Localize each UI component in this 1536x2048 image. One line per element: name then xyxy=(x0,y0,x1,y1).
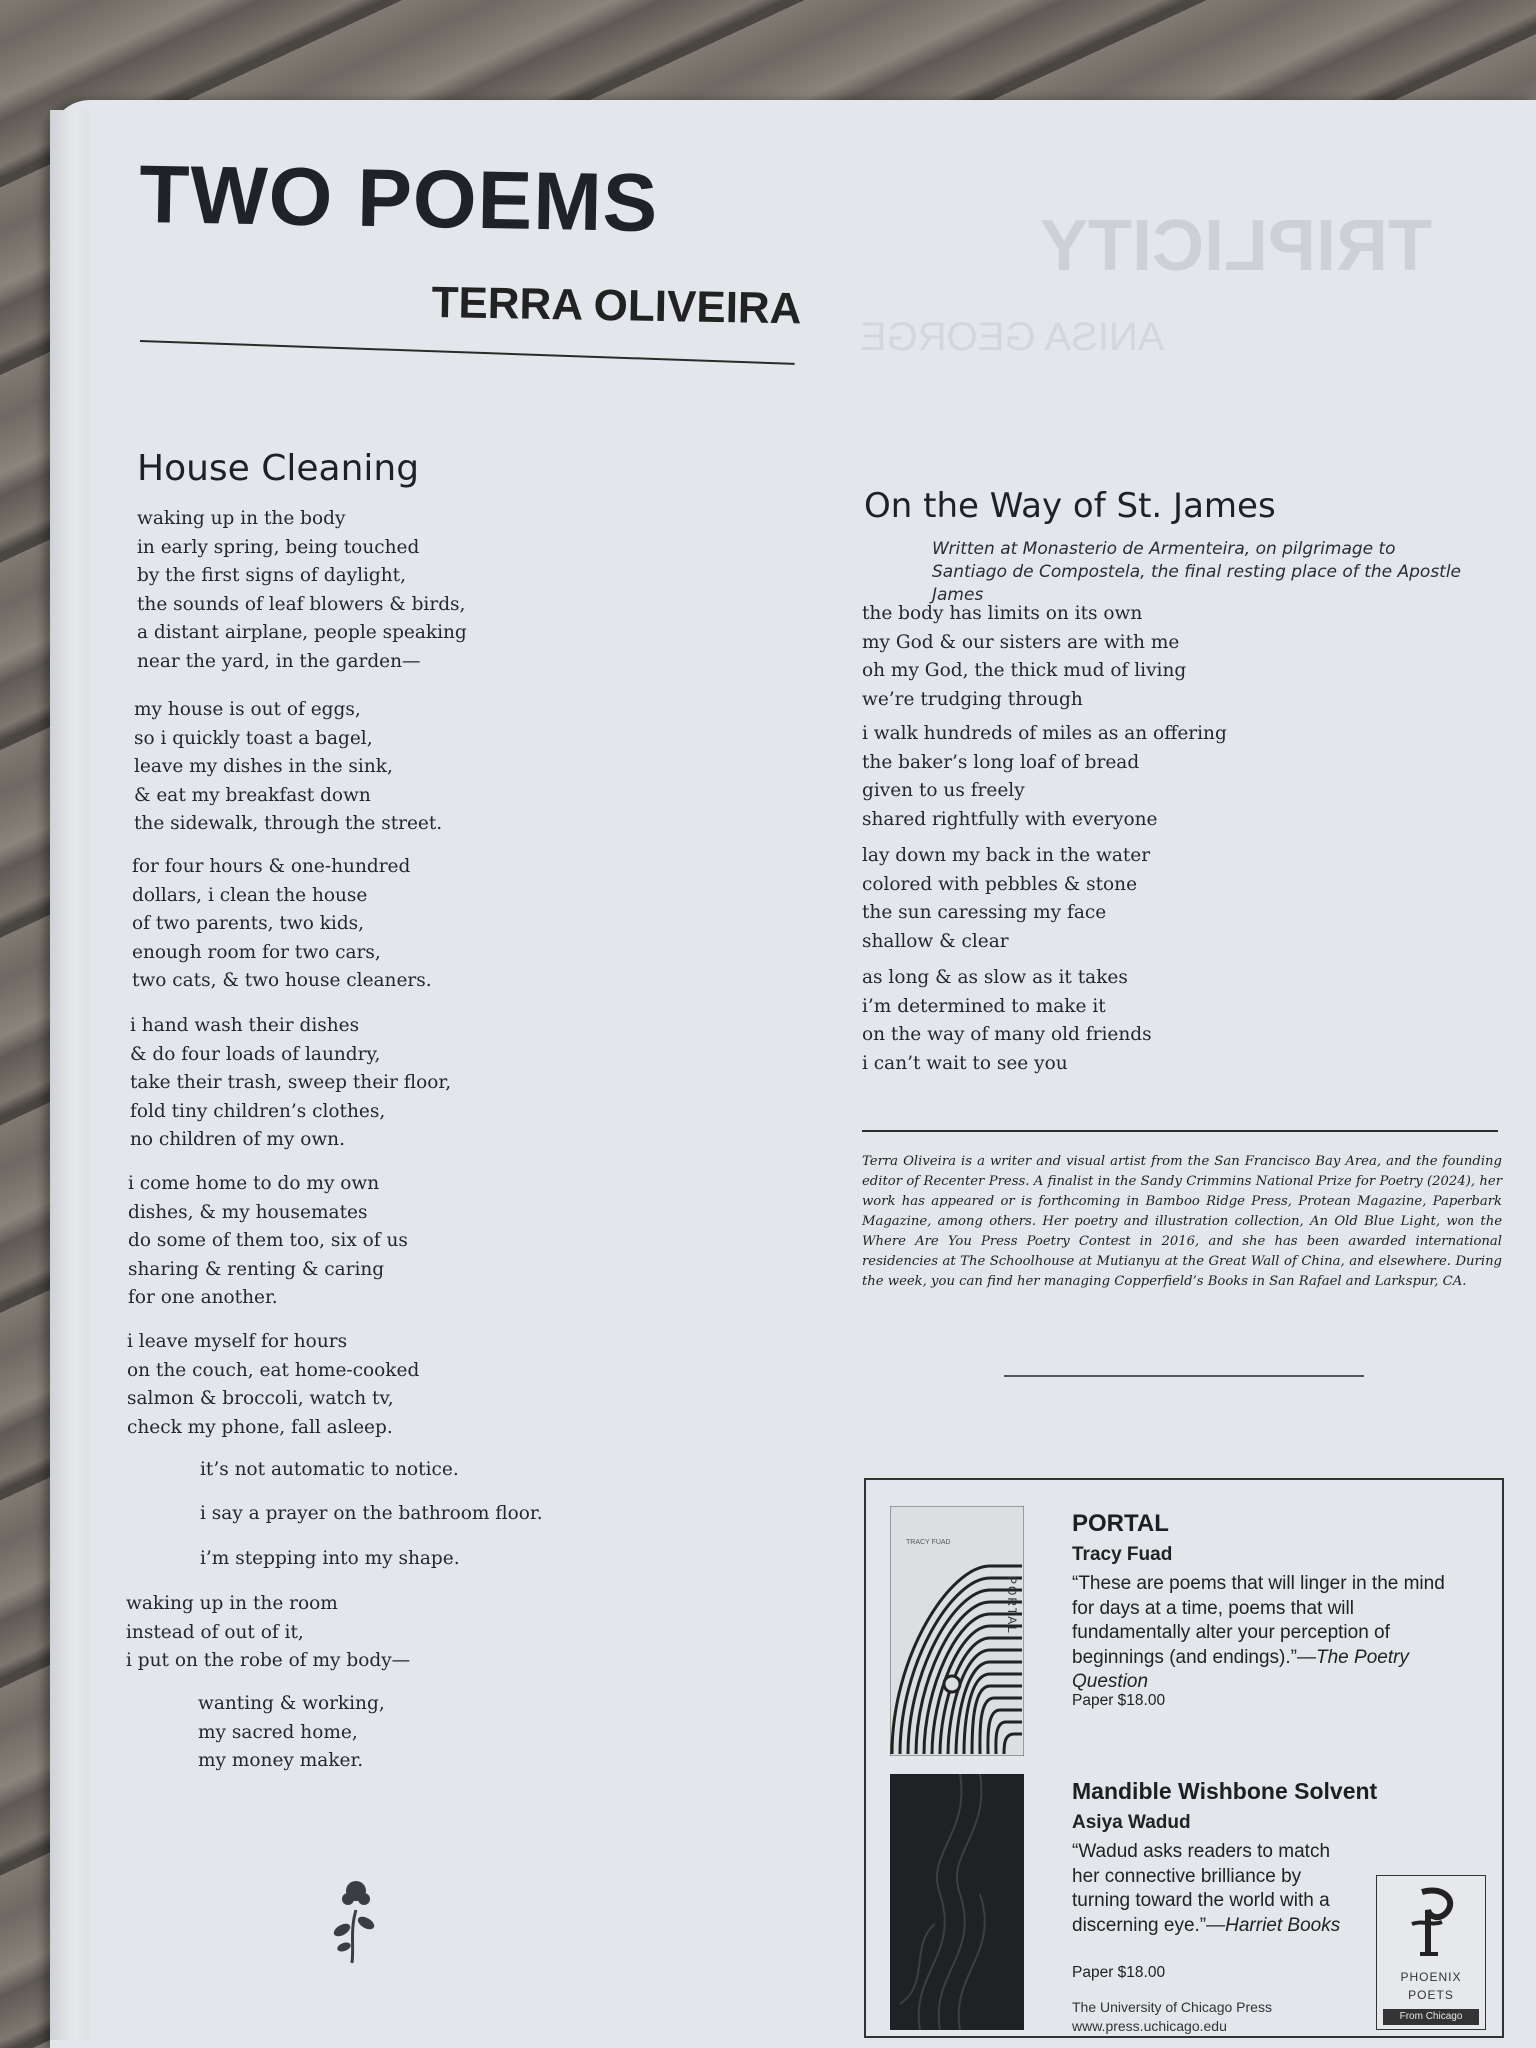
poem-line: wanting & working, xyxy=(198,1693,385,1714)
poem1-stanza-11 xyxy=(198,1690,385,1776)
poem-line: & eat my breakfast down xyxy=(134,784,371,806)
logo-line-2: POETS xyxy=(1408,1988,1454,2002)
poem1-stanza-2 xyxy=(134,696,442,839)
poem-title-on-the-way-of-st-james: On the Way of St. James xyxy=(864,486,1276,526)
poem-line: i can’t wait to see you xyxy=(862,1052,1068,1074)
flower-ornament xyxy=(330,1875,380,1965)
publisher-website: www.press.uchicago.edu xyxy=(1072,2018,1227,2034)
poem-line: two cats, & two house cleaners. xyxy=(132,970,432,991)
poem-line: i come home to do my own xyxy=(128,1173,380,1194)
poem-title-house-cleaning: House Cleaning xyxy=(137,448,420,489)
poem-line: dishes, & my housemates xyxy=(128,1201,368,1223)
poem-line: i say a prayer on the bathroom floor. xyxy=(200,1503,543,1524)
poem-line: leave my dishes in the sink, xyxy=(134,756,393,777)
poem-line: my money maker. xyxy=(198,1750,364,1771)
mandible-book-cover xyxy=(890,1774,1024,2030)
poem2-stanza-3 xyxy=(862,842,1150,956)
poem-line: for one another. xyxy=(128,1287,278,1308)
poem-line: do some of them too, six of us xyxy=(128,1230,408,1251)
poem-line: in early spring, being touched xyxy=(137,536,420,558)
poem1-stanza-5 xyxy=(128,1170,408,1313)
poem1-stanza-8 xyxy=(200,1500,543,1529)
section-divider xyxy=(1004,1375,1364,1377)
poem-line: waking up in the room xyxy=(126,1593,338,1614)
poem-line: the sun caressing my face xyxy=(862,902,1107,923)
quote-source: —Harriet Books xyxy=(1206,1914,1341,1936)
poem-line: lay down my back in the water xyxy=(862,845,1151,866)
logo-band: From Chicago xyxy=(1383,2009,1479,2025)
poem-line: my sacred home, xyxy=(198,1721,358,1743)
ad-book-author-asiya-wadud: Asiya Wadud xyxy=(1072,1812,1191,1833)
poem2-stanza-4 xyxy=(862,964,1152,1078)
phoenix-poets-logo xyxy=(1376,1875,1486,2030)
poem-line: the baker’s long loaf of bread xyxy=(862,751,1140,773)
facing-page-author-bleedthrough: ANISA GEORGE xyxy=(860,315,1165,359)
poem1-stanza-3 xyxy=(132,853,432,996)
publisher-info xyxy=(1072,1998,1272,2036)
poem1-stanza-6 xyxy=(127,1328,419,1442)
poem-line: dollars, i clean the house xyxy=(132,884,368,906)
poem-line: of two parents, two kids, xyxy=(132,913,365,934)
phoenix-bird-icon xyxy=(1402,1884,1462,1959)
poem-line: i leave myself for hours xyxy=(127,1331,348,1352)
poem-line: on the couch, eat home-cooked xyxy=(127,1359,420,1381)
book-advertisement xyxy=(864,1478,1504,2038)
quote-text: “Wadud asks readers to match her connective brilliance by turning toward the world with a discerning eye.” xyxy=(1072,1841,1331,1936)
poem-line: for four hours & one-hundred xyxy=(132,856,411,877)
poem-line: it’s not automatic to notice. xyxy=(200,1459,459,1480)
facing-page-title-bleedthrough: TRIPLICITY xyxy=(1040,206,1432,286)
poem2-stanza-2 xyxy=(862,720,1227,834)
ad-book-title-portal: PORTAL xyxy=(1072,1510,1169,1537)
poem-line: i hand wash their dishes xyxy=(130,1015,360,1036)
quote-text: “These are poems that will linger in the mind for days at a time, poems that will fundamentally alter your perception of beginnings (and endings).” xyxy=(1072,1573,1445,1668)
poem-line: the sounds of leaf blowers & birds, xyxy=(137,593,466,615)
poem-line: waking up in the body xyxy=(137,508,346,529)
poem-line: take their trash, sweep their floor, xyxy=(130,1072,452,1093)
poem-line: colored with pebbles & stone xyxy=(862,873,1138,895)
ad-book-quote-mandible xyxy=(1072,1840,1362,1938)
poem-line: the body has limits on its own xyxy=(862,603,1143,624)
ad-book-title-mandible-wishbone-solvent: Mandible Wishbone Solvent xyxy=(1072,1778,1378,1804)
poem1-stanza-7 xyxy=(200,1456,459,1485)
publisher-name: The University of Chicago Press xyxy=(1072,1999,1272,2015)
poem-line: fold tiny children’s clothes, xyxy=(130,1100,386,1122)
poem-line: as long & as slow as it takes xyxy=(862,967,1128,988)
poem-line: near the yard, in the garden— xyxy=(137,650,421,672)
poem-line: salmon & broccoli, watch tv, xyxy=(127,1388,394,1409)
poem1-stanza-1 xyxy=(137,505,467,676)
poem-line: i walk hundreds of miles as an offering xyxy=(862,723,1227,744)
poem-line: the sidewalk, through the street. xyxy=(134,813,443,834)
poem-line: shared rightfully with everyone xyxy=(862,808,1158,830)
poem-line: by the first signs of daylight, xyxy=(137,565,406,586)
poem-line: & do four loads of laundry, xyxy=(130,1043,381,1065)
ad-book-quote-portal xyxy=(1072,1572,1472,1695)
poem-line: i’m stepping into my shape. xyxy=(200,1548,460,1569)
poem-line: i’m determined to make it xyxy=(862,995,1106,1017)
ad-book-price-mandible: Paper $18.00 xyxy=(1072,1964,1166,1981)
poem-line: oh my God, the thick mud of living xyxy=(862,660,1187,681)
poem-line: shallow & clear xyxy=(862,930,1009,952)
cover-title: PORTAL xyxy=(1005,1576,1019,1635)
poem2-stanza-1 xyxy=(862,600,1186,714)
poem-line: instead of out of it, xyxy=(126,1621,304,1643)
author-bio: Terra Oliveira is a writer and visual artist from the San Francisco Bay Area, and the founding editor of Recenter Press. A finalist in the Sandy Crimmins National Prize for Poetry (2024), her work has appeared or is forthcoming in Bamboo Ridge Press, Protean Magazine, Paperbark Magazine, among others. Her poetry and illustration collection, An Old Blue Light, won the Where Are You Press Poetry Contest in 2016, and she has been awarded international residencies at The Schoolhouse at Mutianyu at the Great Wall of China, and elsewhere. During the week, you can find her managing Copperfield’s Books in San Rafael and Larkspur, CA. xyxy=(862,1154,1502,1289)
poem1-stanza-9 xyxy=(200,1545,460,1574)
poem-line: sharing & renting & caring xyxy=(128,1258,385,1280)
poem-line: my house is out of eggs, xyxy=(134,699,361,720)
poem1-stanza-4 xyxy=(130,1012,451,1155)
ad-book-price-portal: Paper $18.00 xyxy=(1072,1692,1166,1709)
poem-line: on the way of many old friends xyxy=(862,1024,1152,1045)
portal-book-cover xyxy=(890,1506,1024,1756)
logo-line-1: PHOENIX xyxy=(1400,1970,1462,1984)
poem-line: we’re trudging through xyxy=(862,688,1083,710)
ad-book-author-tracy-fuad: Tracy Fuad xyxy=(1072,1544,1173,1565)
page-spine-fold xyxy=(50,110,90,2040)
bio-divider xyxy=(862,1130,1498,1132)
author-name: TERRA OLIVEIRA xyxy=(431,278,802,334)
quote-source: —The Poetry Question xyxy=(1072,1646,1409,1692)
poem-line: a distant airplane, people speaking xyxy=(137,622,467,643)
poem-line: check my phone, fall asleep. xyxy=(127,1416,393,1438)
poem-line: i put on the robe of my body— xyxy=(126,1650,411,1671)
page-title: TWO POEMS xyxy=(138,148,660,250)
poem-line: enough room for two cars, xyxy=(132,941,381,963)
poem-line: my God & our sisters are with me xyxy=(862,631,1180,653)
poem1-stanza-10 xyxy=(126,1590,410,1676)
poem-line: no children of my own. xyxy=(130,1129,345,1150)
poem2-epigraph: Written at Monasterio de Armenteira, on pilgrimage to Santiago de Compostela, the final resting place of the Apostle James xyxy=(932,539,1462,605)
cover-author: TRACY FUAD xyxy=(906,1539,951,1546)
poem-line: given to us freely xyxy=(862,780,1025,801)
poem-line: so i quickly toast a bagel, xyxy=(134,727,373,749)
